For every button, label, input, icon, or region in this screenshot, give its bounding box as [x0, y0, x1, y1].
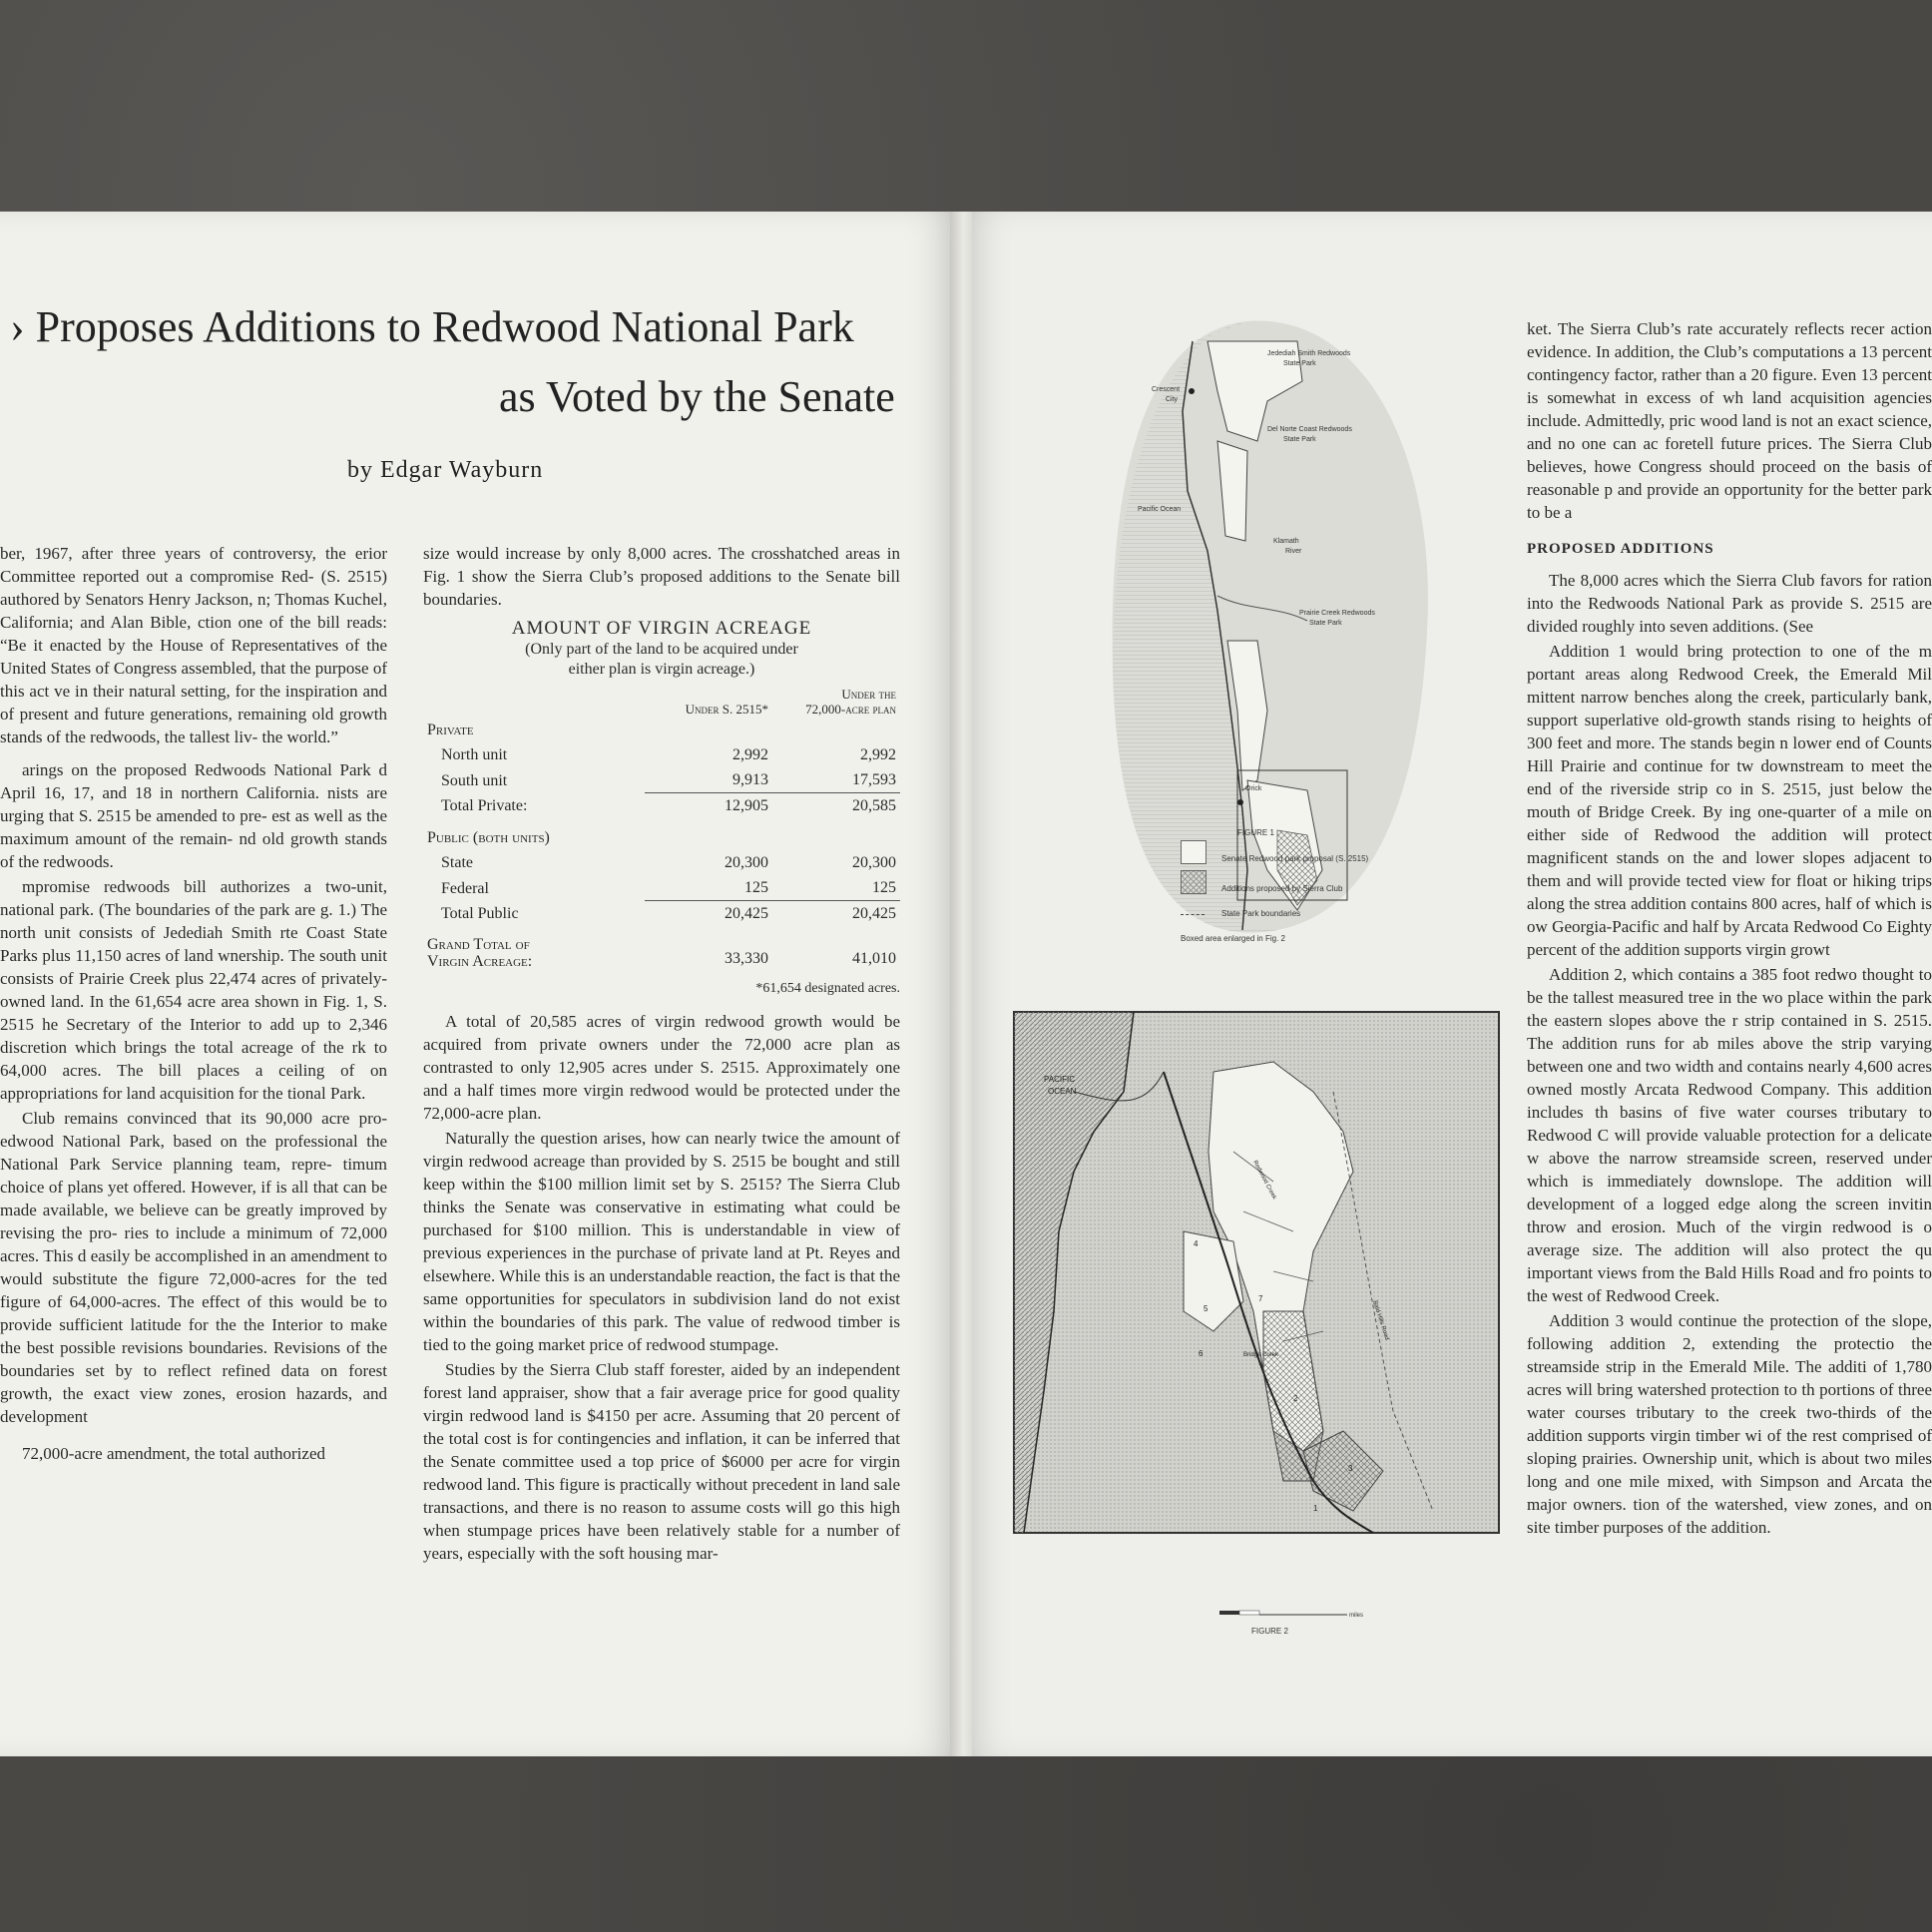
label-jedediah: Jedediah Smith Redwoods: [1267, 350, 1351, 357]
label-crescent-city: Crescent: [1152, 386, 1181, 393]
column-header: Under S. 2515*: [685, 702, 768, 717]
row-label-line: Virgin Acreage:: [427, 953, 533, 970]
column-header: [772, 686, 900, 718]
label-jedediah: State Park: [1283, 360, 1316, 367]
table-cell: 20,585: [772, 793, 900, 819]
scale-label: miles: [1349, 1613, 1364, 1619]
table-footnote: *61,654 designated acres.: [755, 981, 900, 996]
table-cell: 33,330: [724, 950, 768, 967]
addition-number-5: 5: [1204, 1304, 1208, 1313]
col3-paragraph: Addition 3 would continue the protection of the slope, following addition 2, extending the protectio the streamside strip in the Emerald Mile. The additi of 1,780 acres will bring watershed protection to th portions of three water courses tributary to the creek two-thirds of the addition supports virgin timber wi of the rest comprised of sloping prairies. Ownership unit, which is about two miles long and one mile mixed, with Simpson and Arcata the major owners. tion of the watershed, view zones, and on site timber purposes of the addition.: [1527, 1311, 1932, 1537]
row-label: Total Private:: [441, 797, 528, 814]
addition-number-1: 1: [1313, 1504, 1318, 1513]
label-prairie-creek: State Park: [1309, 620, 1342, 627]
byline: by Edgar Wayburn: [347, 457, 544, 483]
col2-paragraph: size would increase by only 8,000 acres. The crosshatched areas in Fig. 1 show the Sierra Club’s proposed additions to the Senate bill boundaries.: [423, 544, 900, 609]
table-cell: 17,593: [852, 771, 896, 788]
scale-bar: [1217, 1607, 1364, 1621]
column-1: [0, 542, 387, 1467]
addition-number-3: 3: [1348, 1464, 1353, 1473]
label-del-norte: Del Norte Coast Redwoods: [1267, 426, 1352, 433]
label-crescent-city: City: [1166, 396, 1179, 403]
figure-1-caption: FIGURE 1: [1237, 828, 1274, 837]
col1-paragraph: mpromise redwoods bill authorizes a two-unit, national park. (The boundaries of the park are g. 1.) The north unit consists of Jedediah Smith rte Coast State Parks plus 11,150 acres of land wnership. The south unit consists of Prairie Creek plus 22,474 acres of privately-owned land. In the 61,654 acre area shown in Fig. 1, S. 2515 he Secretary of the Interior to add up to 2,346 discretion which brings the total acreage of the rk to 64,000 acres. The bill places a ceiling of on appropriations for land acquisition for the tional Park.: [0, 877, 387, 1103]
label-del-norte: State Park: [1283, 436, 1316, 443]
acreage-table: [423, 686, 900, 971]
label-klamath: River: [1285, 548, 1302, 555]
table-subtitle: [423, 640, 900, 680]
col3-paragraph: The 8,000 acres which the Sierra Club favors for ration into the Redwoods National Park as provide S. 2515 are divided roughly into seven additions. (See: [1527, 571, 1932, 636]
label-pacific: PACIFIC: [1044, 1075, 1075, 1084]
col1-paragraph: 72,000-acre amendment, the total authorized: [22, 1444, 325, 1463]
legend-swatch-additions: [1181, 870, 1207, 894]
figure-2-map: [1014, 1012, 1499, 1533]
row-label: South unit: [441, 771, 508, 789]
legend-swatch-senate: [1181, 840, 1207, 864]
table-cell: 125: [744, 879, 768, 896]
crescent-city-dot: [1189, 388, 1195, 394]
table-cell: 20,425: [645, 901, 772, 927]
addition-number-4: 4: [1194, 1239, 1199, 1248]
table-subtitle-line: either plan is virgin acreage.): [568, 661, 755, 678]
row-label: Federal: [441, 879, 489, 897]
table-cell: 20,425: [772, 901, 900, 927]
col2-paragraph: Studies by the Sierra Club staff forester, aided by an independent forest land appraiser, show that a fair average price for good quality virgin redwood land is $4150 per acre. Assuming that 20 percent of the total cost is for contingencies and inflation, it can be inferred that the Senate committee used a top price of $6000 per acre for virgin redwood land. This figure is practically without precedent in land sale transactions, and there is no reason to assume costs will go this high when stumpage prices have been relatively stable for a number of years, especially with the soft housing mar-: [423, 1360, 900, 1563]
label-pacific-ocean: Pacific Ocean: [1138, 506, 1182, 513]
label-prairie-creek: Prairie Creek Redwoods: [1299, 610, 1375, 617]
legend-boundaries: State Park boundaries: [1221, 909, 1301, 918]
legend-swatch-boundaries: [1181, 914, 1205, 915]
table-title: AMOUNT OF VIRGIN ACREAGE: [511, 618, 812, 639]
table-cell: 12,905: [645, 793, 772, 819]
addition-number-7: 7: [1258, 1294, 1263, 1303]
col1-paragraph: ber, 1967, after three years of controversy, the erior Committee reported out a compromise Red- (S. 2515) authored by Senators Henry Jackson, n; Thomas Kuchel, California; and Alan Bible, ction one of the bill reads: “Be it enacted by the House of Representatives of the United States of Congress assembled, that the purpose of this act ve in their natural setting, for the inspiration and of present and future generations, remaining old growth stands of the redwoods, the tallest liv- the world.”: [0, 544, 387, 746]
orick-dot: [1237, 799, 1243, 805]
column-2: [423, 542, 900, 1567]
row-label-line: Grand Total of: [427, 936, 530, 953]
legend-senate: Senate Redwood park proposal (S. 2515): [1221, 854, 1369, 863]
col2-paragraph: Naturally the question arises, how can nearly twice the amount of virgin redwood acreage than provided by S. 2515 be bought and still keep within the $100 million limit set by S. 2515? The Sierra Club thinks the Senate was conservative in estimating what could be purchased for $100 million. This is understandable in view of previous experiences in the purchase of private land at Pt. Reyes and elsewhere. While this is an understandable reaction, the fact is that the same opportunities for speculators in subdivision land do not exist within the boundaries of this park. The value of redwood timber is tied to the going market price of redwood stumpage.: [423, 1129, 900, 1354]
col3-paragraph: Addition 1 would bring protection to one of the m portant areas along Redwood Creek, the Emerald Mil mittent narrow benches along the creek, particularly bank, support superlative old-growth stands rising to heights of 300 feet and more. The stands begin n lower end of Counts Hill Prairie and continue for tw downstream to meet the end of the riverside strip co in S. 2515, just below the mouth of Bridge Creek. By ing one-quarter of a mile on either side of Redwood the addition will protect magnificent stands on the and lower slopes adjacent to them and will provide tected view for float or hiking trips along the strea addition contains 800 acres, half of which is ow Georgia-Pacific and half by Arcata Redwood Co Eighty percent of the addition supports virgin growt: [1527, 642, 1932, 959]
row-label: North unit: [441, 746, 508, 763]
label-bridge-creek: Bridge Creek: [1243, 1352, 1279, 1358]
col3-paragraph: Addition 2, which contains a 385 foot redwo thought to be the tallest measured tree in the wo place within the park the eastern slopes above the r strip contained in S. 2515. The addition runs for ab miles above the strip varying between one and two width and contains nearly 4,600 acres owned mostly Arcata Redwood Company. This addition includes th basins of five water courses tributary to Redwood C will provide valuable protection for a delicate w above the narrow streamside screen, reserved under which is immediately downslope. The addition will development of a logged edge along the screen invitin throw and erosion. Much of the virgin redwood is o average size. The addition will also protect the qu important views from the Bald Hills Road and fro points to the west of Redwood Creek.: [1527, 965, 1932, 1305]
col2-paragraph: A total of 20,585 acres of virgin redwood growth would be acquired from private owners under the 72,000 acre plan as contrasted to only 12,905 acres under S. 2515. Approximately one and a half times more virgin redwood would be protected under the 72,000-acre plan.: [423, 1012, 900, 1123]
table-cell: 2,992: [860, 746, 896, 763]
legend-additions: Additions proposed by Sierra Club: [1221, 884, 1343, 893]
label-klamath: Klamath: [1273, 538, 1299, 545]
table-cell: 20,300: [724, 854, 768, 871]
row-label: Total Public: [441, 905, 519, 922]
label-bald-hills-road: Bald Hills Road: [1371, 1299, 1390, 1341]
row-label: [423, 926, 645, 971]
book-gutter: [950, 212, 972, 1756]
row-label: Public (both units): [427, 829, 550, 846]
table-cell: 2,992: [732, 746, 768, 763]
label-ocean: OCEAN: [1048, 1087, 1077, 1096]
figure-2-caption: FIGURE 2: [1251, 1627, 1288, 1636]
section-heading: PROPOSED ADDITIONS: [1527, 541, 1714, 557]
addition-number-2: 2: [1293, 1394, 1298, 1403]
table-cell: [423, 686, 645, 718]
addition-number-6: 6: [1199, 1349, 1204, 1358]
article-title-line1: › Proposes Additions to Redwood National Park: [10, 302, 854, 351]
table-subtitle-line: (Only part of the land to be acquired under: [525, 641, 798, 658]
table-cell: 20,300: [852, 854, 896, 871]
col1-paragraph: arings on the proposed Redwoods National Park d April 16, 17, and 18 in northern California. nists are urging that S. 2515 be amended to pre- est as well as the maximum amount of the remain- nd old growth stands of the redwoods.: [0, 760, 387, 871]
col1-paragraph: Club remains convinced that its 90,000 acre pro- edwood National Park, based on the professional the National Park Service planning team, repre- timum choice of plans yet offered. However, if is all that can be made available, we believe can be greatly improved by revising the pro- ries to include a minimum of 72,000 acres. This d easily be accomplished in an amendment to would substitute the figure 72,000-acres for the ted figure of 64,000-acres. The effect of this would be to provide sufficient latitude for the the Interior to make the best possible revisions boundaries. Revisions of the boundaries set by to reflect refined data on forest growth, the exact view zones, erosion hazards, and development: [0, 1109, 387, 1426]
row-label: State: [441, 854, 473, 871]
label-redwood-creek: Redwood Creek: [1251, 1160, 1277, 1201]
table-cell: 125: [872, 879, 896, 896]
column-header-line: 72,000-acre plan: [805, 702, 896, 717]
label-orick: Orick: [1245, 785, 1262, 792]
col3-paragraph: ket. The Sierra Club’s rate accurately reflects recer action evidence. In addition, the Club’s computations a 13 percent contingency factor, rather than a 20 figure. Even 13 percent is somewhat in excess of wh land acquisition agencies include. Admittedly, pric wood land is not an exact science, and no one can ac foretell future prices. The Sierra Club believes, howe Congress should proceed on the basis of reasonable p and provide an opportunity for the better park to be a: [1527, 319, 1932, 522]
column-3: [1527, 317, 1932, 1541]
column-header-line: Under the: [841, 687, 896, 702]
legend-boxed: Boxed area enlarged in Fig. 2: [1181, 934, 1285, 943]
article-title-line2: as Voted by the Senate: [499, 372, 895, 421]
table-cell: 9,913: [732, 771, 768, 788]
row-label: Private: [427, 722, 474, 738]
table-cell: 41,010: [852, 950, 896, 967]
